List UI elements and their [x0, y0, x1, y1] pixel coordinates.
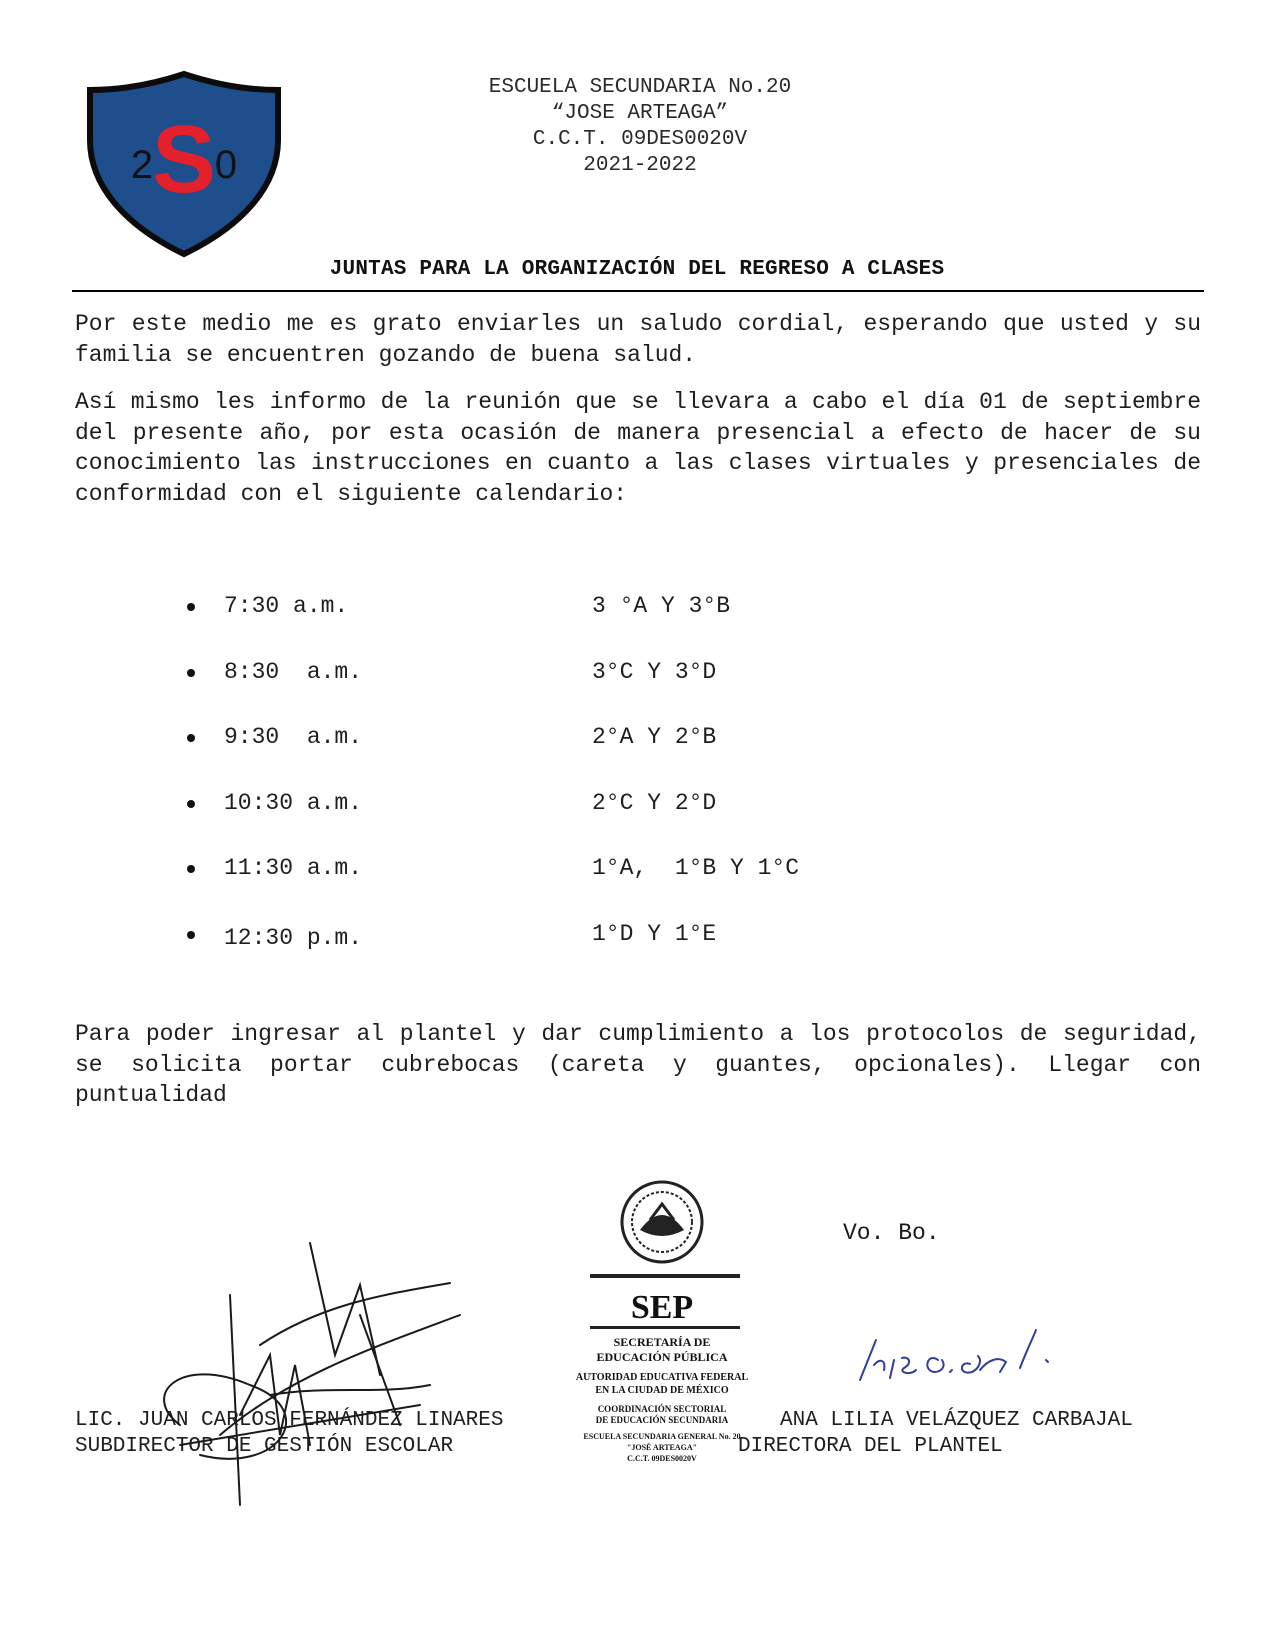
stamp-line: C.C.T. 09DES0020V — [627, 1454, 697, 1463]
subdirector-signature — [120, 1235, 480, 1515]
stamp-line: EN LA CIUDAD DE MÉXICO — [595, 1385, 729, 1396]
schedule-groups: 2°A Y 2°B — [592, 724, 717, 750]
stamp-rule — [590, 1274, 740, 1278]
schedule-time: 8:30 a.m. — [224, 659, 363, 685]
schedule-time: 10:30 a.m. — [224, 790, 363, 816]
stamp-line: EDUCACIÓN PÚBLICA — [596, 1350, 728, 1364]
stamp-line: COORDINACIÓN SECTORIAL — [597, 1404, 727, 1414]
school-nickname: “JOSE ARTEAGA” — [551, 102, 729, 125]
logo-digit-right: 0 — [214, 143, 238, 187]
director-signature-block — [738, 1408, 1133, 1460]
protocol-paragraph: Para poder ingresar al plantel y dar cumplimiento a los protocolos de seguridad, se solicita portar cubrebocas (careta y guantes, opcionales). Llegar con puntualidad — [75, 1021, 1201, 1108]
school-cct: C.C.T. 09DES0020V — [532, 128, 748, 151]
schedule-item — [0, 659, 1275, 689]
director-role: DIRECTORA DEL PLANTEL — [738, 1435, 1003, 1458]
subdirector-name: LIC. JUAN CARLOS FERNÁNDEZ LINARES — [75, 1409, 504, 1432]
stamp-line: AUTORIDAD EDUCATIVA FEDERAL — [575, 1372, 749, 1383]
document-title: JUNTAS PARA LA ORGANIZACIÓN DEL REGRESO A CLASES — [329, 258, 945, 281]
stamp-rule — [590, 1326, 740, 1329]
schedule-item — [0, 724, 1275, 754]
schedule-time: 9:30 a.m. — [224, 724, 363, 750]
bullet-icon — [187, 603, 195, 611]
director-name: ANA LILIA VELÁZQUEZ CARBAJAL — [780, 1409, 1133, 1432]
schedule-groups: 1°D Y 1°E — [592, 921, 717, 947]
bullet-icon — [187, 669, 195, 677]
school-header — [400, 75, 880, 179]
schedule-time: 12:30 p.m. — [224, 925, 363, 951]
greeting-paragraph: Por este medio me es grato enviarles un saludo cordial, esperando que usted y su familia se encuentren gozando de buena salud. — [75, 311, 1201, 368]
schedule-item — [0, 855, 1275, 885]
school-logo — [84, 70, 284, 258]
bullet-icon — [187, 800, 195, 808]
schedule-item — [0, 593, 1275, 623]
schedule-groups: 1°A, 1°B Y 1°C — [592, 855, 800, 881]
stamp-org: SEP — [630, 1289, 694, 1326]
logo-letter-s: S — [151, 106, 217, 213]
approval-label: Vo. Bo. — [843, 1220, 940, 1246]
director-signature — [850, 1320, 1070, 1390]
schedule-item — [0, 790, 1275, 820]
schedule-groups: 3 °A Y 3°B — [592, 593, 731, 619]
subdirector-role: SUBDIRECTOR DE GESTIÓN ESCOLAR — [75, 1435, 454, 1458]
stamp-line: DE EDUCACIÓN SECUNDARIA — [595, 1415, 729, 1425]
logo-digit-left: 2 — [130, 143, 154, 187]
meeting-info-paragraph: Así mismo les informo de la reunión que se llevara a cabo el día 01 de septiembre del presente año, por esta ocasión de manera presencial a efecto de hacer de su conocimiento las instrucciones en cuanto a las clases virtuales y presenciales de conformidad con el siguiente calendario: — [75, 389, 1201, 507]
schedule-groups: 2°C Y 2°D — [592, 790, 717, 816]
school-name: ESCUELA SECUNDARIA No.20 — [488, 76, 792, 99]
bullet-icon — [187, 931, 195, 939]
stamp-line: SECRETARÍA DE — [613, 1335, 711, 1349]
schedule-time: 11:30 a.m. — [224, 855, 363, 881]
school-year: 2021-2022 — [583, 154, 697, 177]
bullet-icon — [187, 734, 195, 742]
title-divider — [72, 290, 1204, 292]
schedule-groups: 3°C Y 3°D — [592, 659, 717, 685]
bullet-icon — [187, 865, 195, 873]
schedule-item — [0, 921, 1275, 951]
mexico-coat-of-arms-icon — [622, 1182, 702, 1262]
stamp-line: ESCUELA SECUNDARIA GENERAL No. 20 — [583, 1432, 741, 1441]
schedule-time: 7:30 a.m. — [224, 593, 349, 619]
stamp-line: "JOSÉ ARTEAGA" — [626, 1443, 698, 1452]
